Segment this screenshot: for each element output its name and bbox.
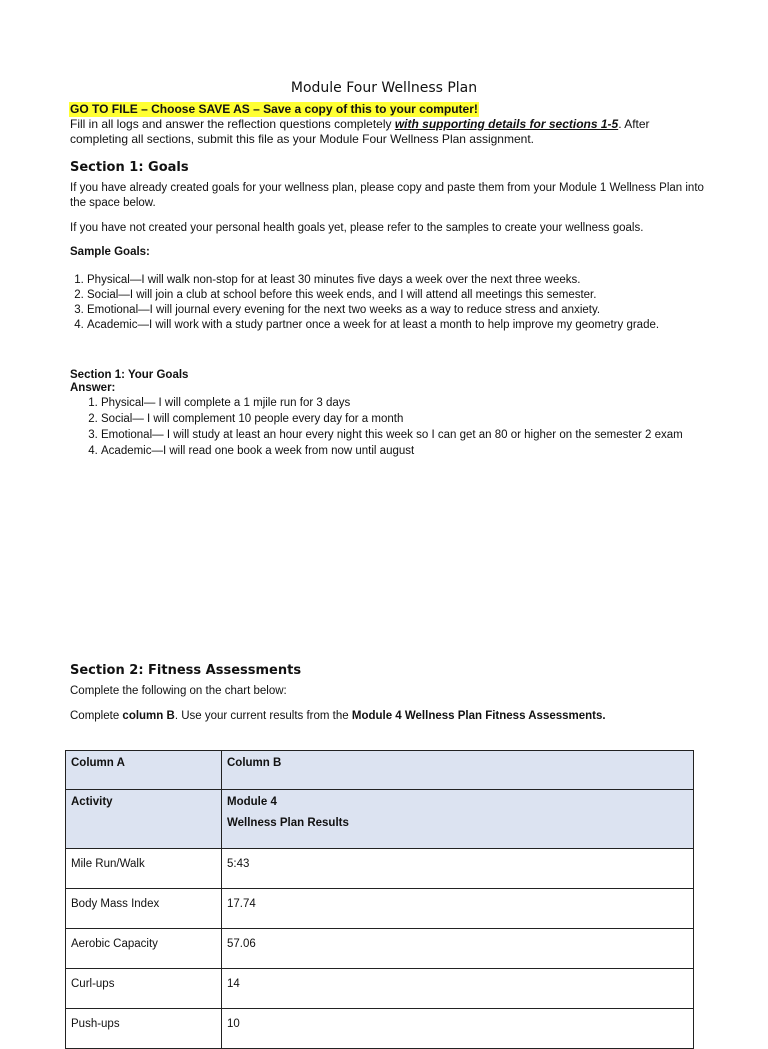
table-row: [66, 889, 694, 929]
list-item: 1. Physical—I will walk non-stop for at least 30 minutes five days a week over the next three weeks.: [87, 273, 727, 288]
header-cell-column-b: Column B: [222, 751, 694, 790]
answer-goals-list: [85, 395, 741, 459]
section1-heading: Section 1: Goals: [70, 160, 189, 175]
sample-goals-heading: Sample Goals:: [70, 246, 150, 258]
header-cell-results: [222, 790, 694, 849]
intro-paragraph: [70, 117, 710, 147]
para2-text: Complete: [70, 710, 123, 722]
save-instruction-highlight: GO TO FILE – Choose SAVE AS – Save a copy of this to your computer!: [70, 102, 478, 116]
table-row: [66, 1009, 694, 1049]
result-cell[interactable]: 57.06: [222, 929, 694, 969]
list-item: 1. Physical— I will complete a 1 mjile run for 3 days: [101, 395, 741, 411]
table-row: [66, 849, 694, 889]
sample-goals-list: [70, 273, 727, 333]
your-goals-heading: Section 1: Your Goals: [70, 369, 189, 381]
table-header-row: [66, 751, 694, 790]
table-row: [66, 929, 694, 969]
answer-label: Answer:: [70, 382, 116, 394]
results-line1: Module 4: [227, 796, 277, 808]
result-cell[interactable]: 17.74: [222, 889, 694, 929]
result-cell[interactable]: 14: [222, 969, 694, 1009]
result-cell[interactable]: 5:43: [222, 849, 694, 889]
header-cell-column-a: Column A: [66, 751, 222, 790]
page-title: Module Four Wellness Plan: [290, 80, 478, 96]
list-item: 4. Academic—I will read one book a week from now until august: [101, 443, 741, 459]
para2-column-b: column B: [122, 710, 175, 722]
activity-cell: Body Mass Index: [66, 889, 222, 929]
fitness-table: [65, 750, 694, 1049]
table-row: [66, 969, 694, 1009]
results-line2: Wellness Plan Results: [227, 817, 349, 829]
section2-para2: [70, 709, 710, 724]
list-item: 3. Emotional— I will study at least an hour every night this week so I can get an 80 or higher on the semester 2 exam: [101, 427, 741, 443]
section1-para1: If you have already created goals for your wellness plan, please copy and paste them from your Module 1 Wellness Plan into the space below.: [70, 182, 704, 209]
section2-heading: Section 2: Fitness Assessments: [70, 663, 302, 678]
para2-text: . Use your current results from the: [174, 710, 352, 722]
section1-para2: If you have not created your personal health goals yet, please refer to the samples to create your wellness goals.: [70, 222, 644, 234]
para2-assessment-ref: Module 4 Wellness Plan Fitness Assessments.: [351, 710, 606, 722]
activity-cell: Aerobic Capacity: [66, 929, 222, 969]
table-subheader-row: [66, 790, 694, 849]
list-item: 2. Social— I will complement 10 people every day for a month: [101, 411, 741, 427]
intro-text-end: . After completing all sections, submit this file as your Module Four Wellness Plan assignment.: [70, 117, 650, 146]
section2-para1: Complete the following on the chart below:: [70, 685, 287, 697]
activity-cell: Mile Run/Walk: [66, 849, 222, 889]
result-cell[interactable]: 10: [222, 1009, 694, 1049]
activity-cell: Push-ups: [66, 1009, 222, 1049]
list-item: 3. Emotional—I will journal every evening for the next two weeks as a way to reduce stress and anxiety.: [87, 303, 727, 318]
activity-cell: Curl-ups: [66, 969, 222, 1009]
list-item: 2. Social—I will join a club at school before this week ends, and I will attend all meetings this semester.: [87, 288, 727, 303]
intro-emphasis: with supporting details for sections 1-5: [394, 117, 619, 131]
list-item: 4. Academic—I will work with a study partner once a week for at least a month to help improve my geometry grade.: [87, 318, 727, 333]
intro-text-start: Fill in all logs and answer the reflection questions completely: [70, 117, 395, 131]
header-cell-activity: Activity: [66, 790, 222, 849]
